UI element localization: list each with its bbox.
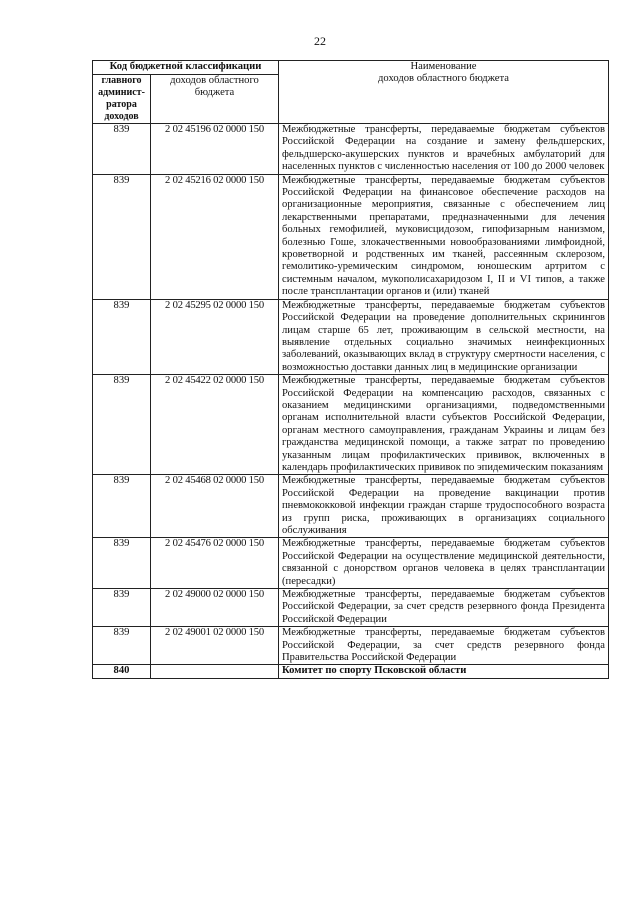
revenue-description: Межбюджетные трансферты, передаваемые бюджетам субъектов Российской Федерации на осуществление медицинской деятельности, связанной с донорством органов человека в целях трансплантации (пересадки)	[279, 538, 609, 589]
administrator-code: 839	[93, 375, 151, 475]
table-row	[93, 375, 609, 475]
table-row	[93, 627, 609, 665]
revenue-code: 2 02 49000 02 0000 150	[151, 589, 279, 627]
header-revenue-name-line2: доходов областного бюджета	[378, 73, 509, 85]
administrator-code: 839	[93, 627, 151, 665]
header-income-line2: бюджета	[194, 87, 235, 99]
revenue-description: Межбюджетные трансферты, передаваемые бюджетам субъектов Российской Федерации на компенсацию расходов, связанных с оказанием медицинскими организациями, подведомственными органам исполнительной власти субъектов Российской Федерации, органам местного самоуправления, гражданам Украины и лицам без гражданства медицинской помощи, а также затрат по проведению указанным лицам профилактических прививок, включенных в календарь профилактических прививок по эпидемическим показаниям	[279, 375, 609, 475]
header-admin-line1: главного	[101, 75, 142, 86]
revenue-code: 2 02 45216 02 0000 150	[151, 174, 279, 299]
header-chief-administrator	[93, 75, 151, 124]
administrator-code: 839	[93, 475, 151, 538]
administrator-code: 839	[93, 538, 151, 589]
revenue-code: 2 02 49001 02 0000 150	[151, 627, 279, 665]
table-row	[93, 124, 609, 175]
header-budget-code-group: Код бюджетной классификации	[93, 61, 279, 75]
administrator-code: 839	[93, 589, 151, 627]
revenue-description: Межбюджетные трансферты, передаваемые бюджетам субъектов Российской Федерации на финансовое обеспечение расходов на организационные мероприятия, связанные с обеспечением лиц лекарственными препаратами, предназначенными для лечения больных гемофилией, муковисцидозом, гипофизарным нанизмом, болезнью Гоше, злокачественными новообразованиями лимфоидной, кроветворной и родственных им тканей, рассеянным склерозом, гемолитико-уремическим синдромом, юношеским артритом с системным началом, мукополисахаридозом I, II и VI типов, а также после трансплантации органов и (или) тканей	[279, 174, 609, 299]
table-row	[93, 299, 609, 374]
header-admin-line3: ратора	[106, 99, 137, 110]
revenue-description: Межбюджетные трансферты, передаваемые бюджетам субъектов Российской Федерации на создание и замену фельдшерских, фельдшерско-акушерских пунктов и врачебных амбулаторий для населенных пунктов с численностью населения от 100 до 2000 человек	[279, 124, 609, 175]
revenue-code: 2 02 45476 02 0000 150	[151, 538, 279, 589]
revenue-description: Межбюджетные трансферты, передаваемые бюджетам субъектов Российской Федерации на проведение вакцинации против пневмококковой инфекции граждан старше трудоспособного возраста из групп риска, проживающих в организациях социального обслуживания	[279, 475, 609, 538]
revenue-description: Межбюджетные трансферты, передаваемые бюджетам субъектов Российской Федерации, за счет средств резервного фонда Президента Российской Федерации	[279, 589, 609, 627]
table-row	[93, 475, 609, 538]
header-regional-revenue	[151, 75, 279, 124]
revenue-description: Межбюджетные трансферты, передаваемые бюджетам субъектов Российской Федерации, за счет средств резервного фонда Правительства Российской Федерации	[279, 627, 609, 665]
budget-classification-table	[92, 60, 609, 679]
revenue-code: 2 02 45196 02 0000 150	[151, 124, 279, 175]
header-admin-line4: доходов	[104, 111, 139, 122]
revenue-code: 2 02 45468 02 0000 150	[151, 475, 279, 538]
committee-name: Комитет по спорту Псковской области	[279, 665, 609, 678]
administrator-code: 839	[93, 299, 151, 374]
page-number: 22	[314, 34, 326, 48]
revenue-code: 2 02 45422 02 0000 150	[151, 375, 279, 475]
administrator-code: 839	[93, 124, 151, 175]
administrator-code: 839	[93, 174, 151, 299]
committee-administrator-code: 840	[93, 665, 151, 678]
committee-row	[93, 665, 609, 678]
header-revenue-name	[279, 61, 609, 124]
header-income-line1: доходов областного	[170, 75, 259, 86]
header-revenue-name-line1: Наименование	[410, 61, 477, 72]
table-row	[93, 174, 609, 299]
committee-revenue-code	[151, 665, 279, 678]
table-row	[93, 589, 609, 627]
header-admin-line2: админист-	[98, 87, 145, 98]
revenue-description: Межбюджетные трансферты, передаваемые бюджетам субъектов Российской Федерации на проведение дополнительных скринингов лицам старше 65 лет, проживающим в сельской местности, на выявление отдельных социально значимых неинфекционных заболеваний, оказывающих вклад в структуру смертности населения, с возможностью доставки данных лиц в медицинские организации	[279, 299, 609, 374]
table-row	[93, 538, 609, 589]
header-row-group	[93, 61, 609, 75]
revenue-code: 2 02 45295 02 0000 150	[151, 299, 279, 374]
